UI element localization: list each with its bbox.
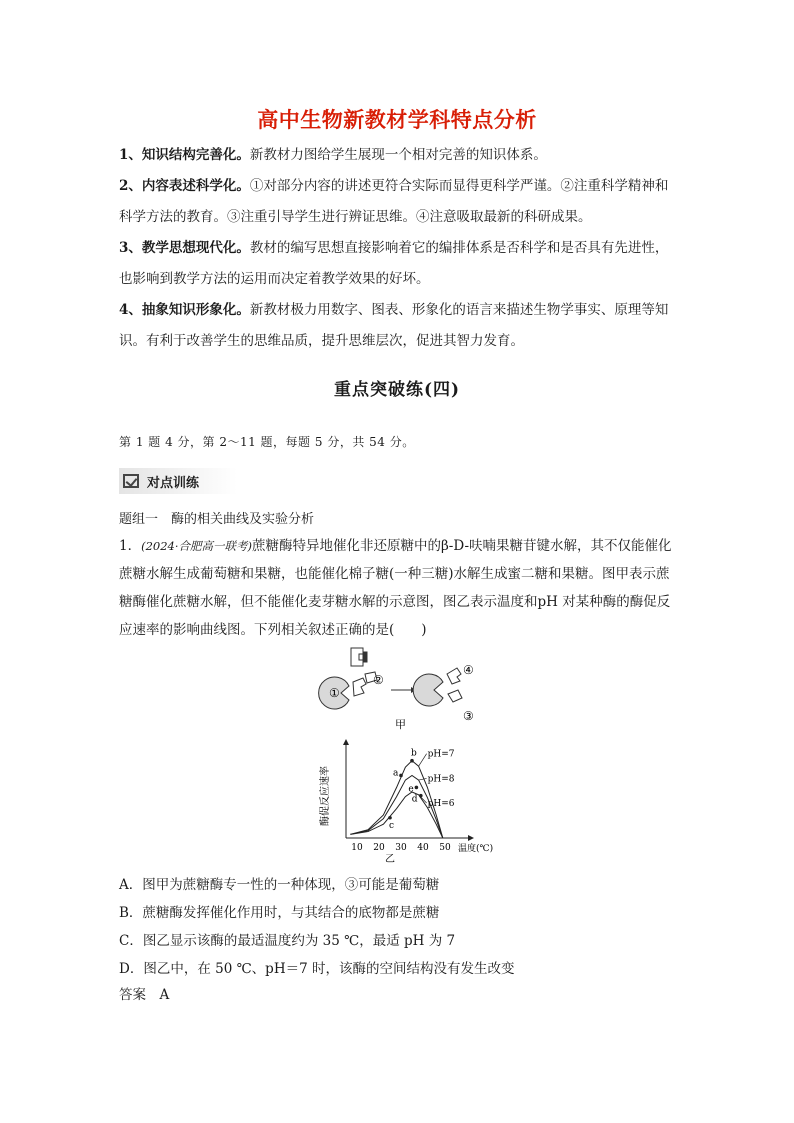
figure-caption-a: 甲 [395,718,406,731]
option-c: C．图乙显示该酶的最适温度约为 35 ℃，最适 pH 为 7 [119,933,456,949]
x-tick-label: 30 [395,843,407,853]
enzyme-shape [413,674,443,706]
intro-head: 1、知识结构完善化。 [119,147,250,163]
x-tick-label: 40 [417,843,429,853]
temperature-ph-chart [306,738,496,866]
question-number: 1． [119,538,142,554]
series-label: pH=7 [427,749,455,760]
question-source: (2024·合肥高一联考) [141,539,252,553]
series-leader-line [419,754,427,767]
intro-item-2 [119,171,679,233]
chart-caption: 乙 [385,854,395,865]
product-shape [447,668,461,684]
intro-item-4 [119,295,679,357]
intro-body: ①对部分内容的讲述更符合实际而显得更科学严谨。②注重科学精神和科学方法的教育。③注重引导学生进行辨证思维。④注意吸取最新的科研成果。 [119,178,669,225]
figure-enzyme-diagram [315,644,485,732]
series-label: pH=6 [427,799,455,809]
series-label: pH=8 [427,774,455,785]
question-text: 蔗糖酶特异地催化非还原糖中的β-D-呋喃果糖苷键水解，其不仅能催化蔗糖水解生成葡萄糖和果糖，也能催化棉子糖(一种三糖)水解生成蜜二糖和果糖。图甲表示蔗糖酶催化蔗糖水解，但不能催化麦芽糖水解的示意图，图乙表示温度和pH 对某种酶的酶促反应速率的影响曲线图。下列相关叙述正确的是( ) [119,538,672,638]
data-point [399,774,403,778]
product-shape [448,690,462,702]
option-b: B．蔗糖酶发挥催化作用时，与其结合的底物都是蔗糖 [119,905,440,921]
intro-head: 4、抽象知识形象化。 [119,302,250,318]
marker-3: ③ [463,709,474,723]
marker-1: ① [329,686,340,700]
option-a: A．图甲为蔗糖酶专一性的一种体现，③可能是葡萄糖 [119,877,440,893]
options-list [119,871,679,983]
answer: 答案 A [119,987,170,1003]
intro-item-1 [119,140,679,171]
point-label: e [408,784,414,795]
intro-head: 2、内容表述科学化。 [119,178,250,194]
question-1 [119,532,679,644]
data-point [388,816,392,820]
marker-4: ④ [463,663,474,677]
x-tick-label: 20 [373,843,385,853]
checkbox-icon [123,474,139,488]
section-title: 重点突破练(四) [333,380,461,400]
intro-body: 新教材力图给学生展现一个相对完善的知识体系。 [249,147,547,163]
page-title: 高中生物新教材学科特点分析 [257,108,537,132]
data-point [415,786,419,790]
intro-body: 新教材极力用数字、图表、形象化的语言来描述生物学事实、原理等知识。有利于改善学生的思维品质，提升思维层次，促进其智力发育。 [119,302,669,349]
y-axis-arrow-icon [343,739,349,745]
point-label: c [389,820,395,831]
option-d: D．图乙中，在 50 ℃、pH＝7 时，该酶的空间结构没有发生改变 [119,961,515,977]
point-label: b [411,748,417,759]
practice-tag [119,468,237,494]
point-label: d [411,794,418,805]
intro-body: 教材的编写思想直接影响着它的编排体系是否科学和是否具有先进性，也影响到教学方法的运用而决定着教学效果的好坏。 [119,240,669,287]
score-line: 第 1 题 4 分，第 2～11 题，每题 5 分，共 54 分。 [119,435,415,449]
x-tick-label: 10 [351,843,363,853]
point-label: a [393,768,399,779]
maltose-shape [351,648,367,666]
x-axis-arrow-icon [468,835,474,841]
practice-tag-label: 对点训练 [147,475,200,491]
data-point [410,759,414,763]
y-axis-label: 酶促反应速率 [320,766,331,826]
intro-item-3 [119,233,679,295]
data-point [419,794,423,798]
series-leader-line [419,778,427,780]
marker-2: ② [373,673,384,687]
question-group-title: 题组一 酶的相关曲线及实验分析 [119,512,315,527]
x-axis-label: 温度(℃) [458,844,494,854]
x-tick-label: 50 [439,843,451,853]
intro-head: 3、教学思想现代化。 [119,240,250,256]
